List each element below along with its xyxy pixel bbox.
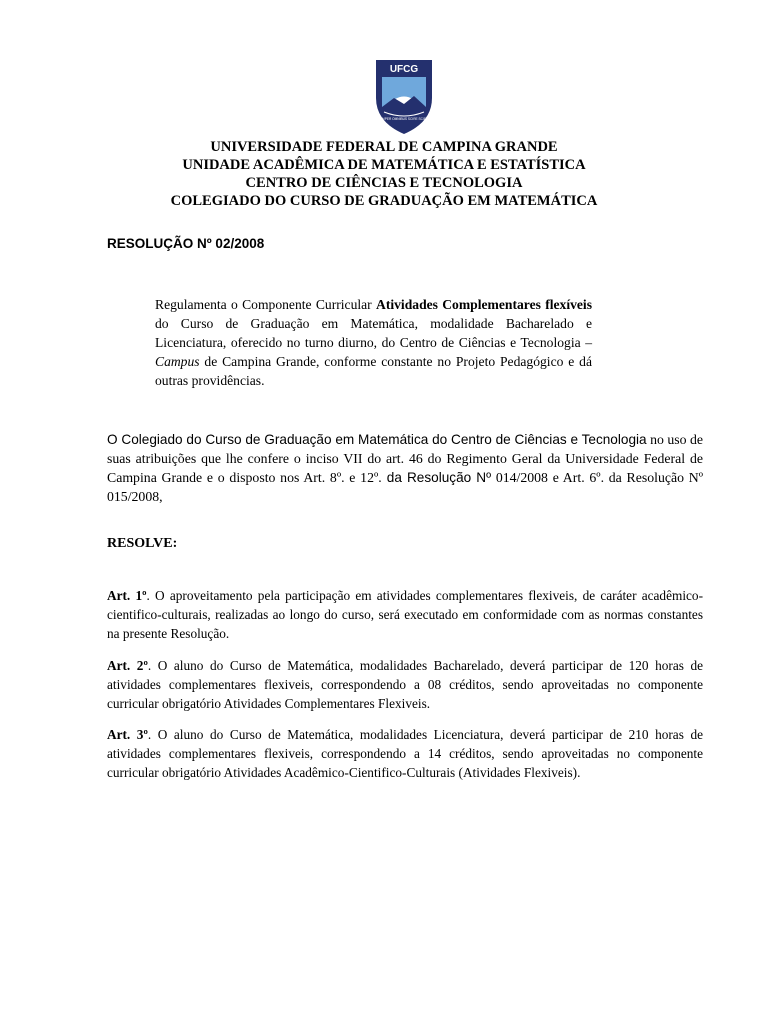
collegiate-name: COLEGIADO DO CURSO DE GRADUAÇÃO EM MATEMÁTICA	[170, 193, 598, 209]
resolution-title: RESOLUÇÃO Nº 02/2008	[107, 236, 265, 251]
academic-unit: UNIDADE ACADÊMICA DE MATEMÁTICA E ESTATÍSTICA	[182, 157, 586, 173]
article-1	[107, 586, 703, 643]
article-3	[107, 725, 703, 782]
summary-bold-term: Atividades Complementares flexíveis	[376, 297, 592, 312]
institution-header	[0, 138, 768, 210]
logo-text: UFCG	[389, 64, 419, 75]
preamble-paragraph: O Colegiado do Curso de Graduação em Matemática do Centro de Ciências e Tecnologia no uso de suas atribuições que lhe confere o inciso VII do art. 46 do Regimento Geral da Universidade Federal de Campina Grande e o disposto nos Art. 8º. e 12º. da Resolução Nº 014/2008 e Art. 6º. da Resolução Nº 015/2008,	[107, 432, 704, 504]
resolve-heading: RESOLVE:	[107, 536, 178, 551]
article-text: . O aluno do Curso de Matemática, modalidades Licenciatura, deverá participar de 210 horas de atividades complementares flexiveis, correspondendo a 14 créditos, sendo aproveitadas no componente curricular obrigatório Atividades Acadêmico-Cientifico-Culturais (Atividades Flexiveis).	[107, 727, 703, 780]
summary-italic-term: Campus	[155, 354, 200, 369]
logo-motto: SEMPER OMNIBUS SCIRE SCIENT	[377, 117, 431, 121]
ufcg-logo	[374, 58, 434, 136]
article-text: . O aproveitamento pela participação em atividades complementares flexiveis, de caráter acadêmico-cientifico-culturais, realizadas ao longo do curso, será executado em conformidade com as normas constantes na presente Resolução.	[107, 588, 703, 641]
article-2	[107, 656, 703, 713]
article-text: . O aluno do Curso de Matemática, modalidades Bacharelado, deverá participar de 120 horas de atividades complementares flexiveis, correspondendo a 08 créditos, sendo aproveitadas no componente curricular obrigatório Atividades Complementares Flexiveis.	[107, 658, 703, 711]
resolution-summary: Regulamenta o Componente Curricular Atividades Complementares flexíveis do Curso de Graduação em Matemática, modalidade Bacharelado e Licenciatura, oferecido no turno diurno, do Centro de Ciências e Tecnologia – Campus de Campina Grande, conforme constante no Projeto Pedagógico e dá outras providências.	[155, 297, 592, 388]
university-name: UNIVERSIDADE FEDERAL DE CAMPINA GRANDE	[210, 139, 558, 155]
article-label: Art. 1º	[107, 588, 147, 603]
article-label: Art. 2º	[107, 658, 148, 673]
center-name: CENTRO DE CIÊNCIAS E TECNOLOGIA	[245, 175, 523, 191]
article-label: Art. 3º	[107, 727, 148, 742]
